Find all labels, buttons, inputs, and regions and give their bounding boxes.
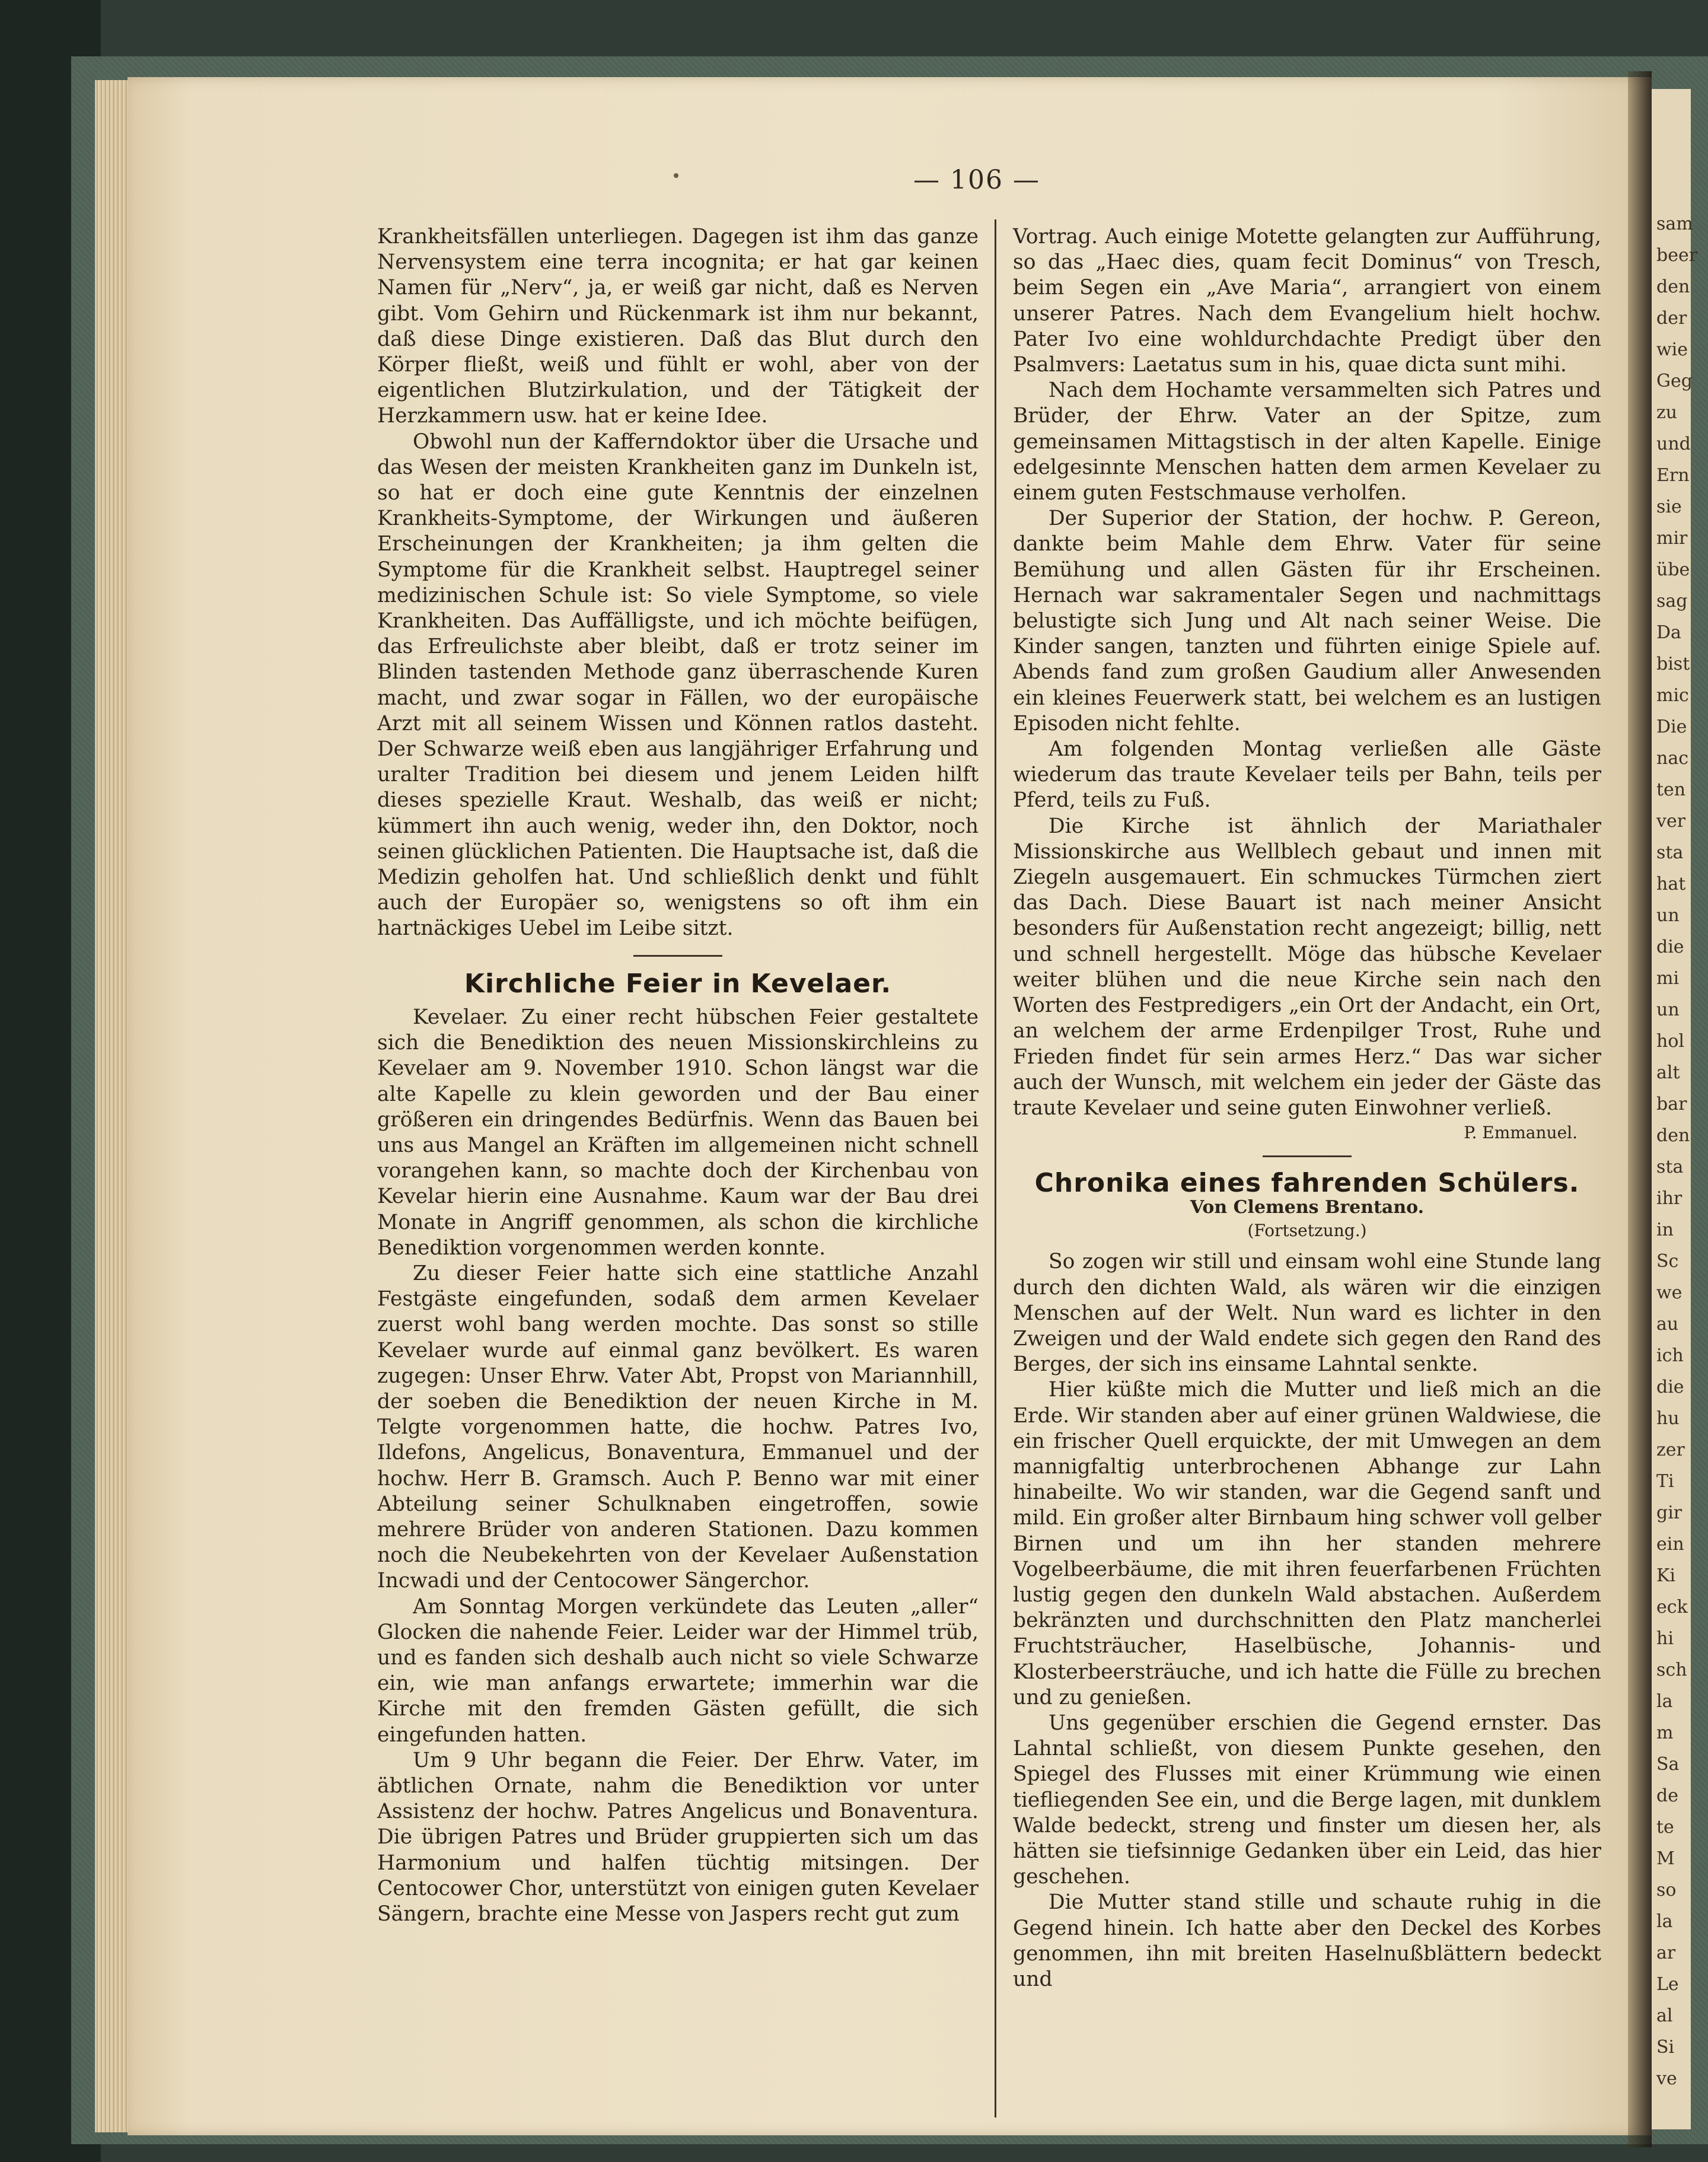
next-page-fragment: ten (1656, 779, 1686, 800)
next-page-fragment: wie (1656, 339, 1688, 360)
next-page-fragment: Si (1656, 2037, 1675, 2058)
next-page-fragment: al (1656, 2005, 1673, 2026)
next-page-fragment: Sc (1656, 1251, 1679, 1272)
next-page-fragment: nac (1656, 748, 1689, 769)
article-title: Chronika eines fahrenden Schülers. (1034, 1168, 1580, 1199)
next-page-fragment: au (1656, 1314, 1679, 1335)
next-page-fragment: Ki (1656, 1565, 1676, 1586)
next-page-fragment: mic (1656, 685, 1689, 706)
next-page-fragment: sam (1656, 214, 1693, 234)
next-page-fragment: ein (1656, 1534, 1684, 1555)
next-page-fragment: in (1656, 1219, 1674, 1240)
page-edges (95, 80, 130, 2132)
next-page-fragment: Die (1656, 717, 1687, 737)
paragraph: Der Superior der Station, der hochw. P. Gereon, dankte beim Mahle dem Ehrw. Vater für seine Bemühung und allen Gästen für ihr Erscheinen. Hernach war sakramentaler Segen und nachmittags belustigte sich Jung und Alt nach seiner Weise. Die Kinder sangen, tanzten und führten einige Spiele auf. Abends fand zum großen Gaudium aller Anwesenden ein kleines Feuerwerk statt, bei welchem es an lustigen Episoden nicht fehlte. (1013, 507, 1601, 735)
next-page-fragment: ich (1656, 1345, 1684, 1366)
next-page-fragment: hu (1656, 1408, 1680, 1429)
next-page-fragment: Sa (1656, 1754, 1680, 1775)
next-page-fragment: sch (1656, 1660, 1687, 1680)
paragraph: Zu dieser Feier hatte sich eine stattliche Anzahl Festgäste eingefunden, sodaß dem armen Kevelaer zuerst wohl bang werden mochte. Das sonst so stille Kevelaer wurde auf einmal ganz bevölkert. Es waren zugegen: Unser Ehrw. Vater Abt, Propst von Mariannhill, der soeben die Benediktion der neuen Kirche in M. Telgte vorgenommen hatte, die hochw. Patres Ivo, Ildefons, Angelicus, Bonaventura, Emmanuel und der hochw. Herr B. Gramsch. Auch P. Benno war mit einer Abteilung seiner Schulknaben eingetroffen, sowie mehrere Brüder von anderen Stationen. Dazu kommen noch die Neubekehrten von der Kevelaer Außenstation Incwadi und der Centocower Sängerchor. (377, 1261, 979, 1593)
next-page-fragment: Ern (1656, 465, 1690, 486)
next-page-fragment: ihr (1656, 1188, 1682, 1209)
next-page-fragment: hi (1656, 1628, 1674, 1649)
next-page-fragment: M (1656, 1848, 1675, 1869)
next-page-fragment: den (1656, 276, 1690, 297)
article-title: Kirchliche Feier in Kevelaer. (464, 968, 892, 999)
next-page-fragment: zer (1656, 1440, 1685, 1460)
next-page-fragment: ver (1656, 811, 1686, 832)
byline: Von Clemens Brentano. (1190, 1197, 1425, 1218)
next-page-fragment: un (1656, 905, 1680, 926)
next-page-fragment: un (1656, 999, 1680, 1020)
next-page-fragment: übe (1656, 559, 1690, 580)
paragraph: Kevelaer. Zu einer recht hübschen Feier gestaltete sich die Benediktion des neuen Missionskirchleins zu Kevelaer am 9. November 1910. Schon längst war die alte Kapelle zu klein geworden und der Bau einer größeren ein dringendes Bedürfnis. Wenn das Bauen bei uns aus Mangel an Kräften im allgemeinen nicht schnell vorangehen kann, so machte doch der Kirchenbau von Kevelar hierin eine Ausnahme. Kaum war der Bau drei Monate in Angriff genommen, als schon die kirchliche Benediktion vorgenommen werden konnte. (377, 1005, 979, 1260)
next-page-fragment: zu (1656, 402, 1678, 423)
next-page-fragment: sta (1656, 842, 1684, 863)
paragraph: Obwohl nun der Kafferndoktor über die Ursache und das Wesen der meisten Krankheiten ganz im Dunkeln ist, so hat er doch eine gute Kenntnis der einzelnen Krankheits-Symptome, der Wirkungen und äußeren Erscheinungen der Krankheiten; ja ihm gelten die Symptome für die Krankheit selbst. Hauptregel seiner medizinischen Schule ist: So viele Symptome, so viele Krankheiten. Das Auffälligste, und ich möchte beifügen, das Erfreulichste aber bleibt, daß er trotz seiner im Blinden tastenden Methode ganz überraschende Kuren macht, und zwar sogar in Fällen, wo der europäische Arzt mit all seinem Wissen und Können ratlos dasteht. Der Schwarze weiß eben aus langjähriger Erfahrung und uralter Tradition bei diesem und jenem Leiden hilft dieses spezielle Kraut. Weshalb, das weiß er nicht; kümmert ihn auch wenig, weder ihn, den Doktor, noch seinen glücklichen Patienten. Die Hauptsache ist, daß die Medizin geholfen hat. Und schließlich denkt und fühlt auch der Europäer so, wenigstens so oft ihm ein hartnäckiges Uebel im Leibe sitzt. (377, 429, 979, 941)
signature: P. Emmanuel. (1464, 1123, 1578, 1143)
next-page-fragment: bist (1656, 654, 1690, 674)
paragraph: Nach dem Hochamte versammelten sich Patres und Brüder, der Ehrw. Vater an der Spitze, zum gemeinsamen Mittagstisch in der alten Kapelle. Einige edelgesinnte Menschen hatten dem armen Kevelaer zu einem guten Festschmause verholfen. (1013, 378, 1601, 505)
next-page-fragment: Geg (1656, 371, 1693, 391)
next-page-fragment: eck (1656, 1597, 1688, 1617)
next-page-fragment: alt (1656, 1062, 1680, 1083)
next-page-fragment: we (1656, 1282, 1682, 1303)
book-gutter (1628, 71, 1652, 2147)
next-page-fragment: den (1656, 1125, 1690, 1146)
next-page-fragment: hol (1656, 1031, 1684, 1052)
left-column (377, 224, 979, 1927)
next-page-fragment: der (1656, 308, 1687, 329)
paragraph: Um 9 Uhr begann die Feier. Der Ehrw. Vater, im äbtlichen Ornate, nahm die Benediktion vor unter Assistenz der hochw. Patres Angelicus und Bonaventura. Die übrigen Patres und Brüder gruppierten sich um das Harmonium und halfen tüchtig mitsingen. Der Centocower Chor, unterstützt von einigen guten Kevelaer Sängern, brachte eine Messe von Jaspers recht gut zum (377, 1748, 979, 1926)
next-page-fragment: Da (1656, 622, 1681, 643)
next-page-fragment: sie (1656, 496, 1682, 517)
next-page-fragment: sag (1656, 591, 1688, 612)
next-page-fragment: m (1656, 1722, 1674, 1743)
page-number: — 106 — (913, 165, 1040, 195)
next-page-fragment: ar (1656, 1943, 1676, 1963)
continuation-note: (Fortsetzung.) (1247, 1221, 1367, 1241)
ink-dot (674, 173, 678, 178)
next-page-edge (1652, 89, 1698, 2129)
next-page-fragment: te (1656, 1817, 1674, 1838)
section-rule (633, 955, 722, 957)
next-page-fragment: de (1656, 1785, 1678, 1806)
paragraph: Die Mutter stand stille und schaute ruhig in die Gegend hinein. Ich hatte aber den Deckel des Korbes genommen, ihn mit breiten Haselnußblättern bedeckt und (1013, 1890, 1601, 1991)
paragraph: So zogen wir still und einsam wohl eine Stunde lang durch den dichten Wald, als wären wir die einzigen Menschen auf der Welt. Nun ward es lichter in den Zweigen und der Wald endete sich gegen den Rand des Berges, der sich ins einsame Lahntal senkte. (1013, 1250, 1601, 1377)
column-divider (995, 219, 996, 2118)
paragraph: Krankheitsfällen unterliegen. Dagegen ist ihm das ganze Nervensystem eine terra incognita; er hat gar keinen Namen für „Nerv“, ja, er weiß gar nicht, daß es Nerven gibt. Vom Gehirn und Rückenmark ist ihm nur bekannt, daß diese Dinge existieren. Daß das Blut durch den Körper fließt, weiß und fühlt er wohl, aber von der eigentlichen Blutzirkulation, und der Tätigkeit der Herzkammern usw. hat er keine Idee. (377, 225, 979, 428)
next-page-fragment: Ti (1656, 1471, 1674, 1492)
paragraph: Am Sonntag Morgen verkündete das Leuten „aller“ Glocken die nahende Feier. Leider war der Himmel trüb, und es fanden sich deshalb auch nicht so viele Schwarze ein, wie man anfangs erwartete; immerhin war die Kirche mit den fremden Gästen gefüllt, die sich eingefunden hatten. (377, 1594, 979, 1747)
next-page-fragment: die (1656, 937, 1684, 957)
paragraph: Uns gegenüber erschien die Gegend ernster. Das Lahntal schließt, von diesem Punkte gesehen, den Spiegel des Flusses mit einer Krümmung wie einen tiefliegenden See ein, und die Berge lagen, mit dunklem Walde bedeckt, streng und finster um diesen her, als hätten sie tiefsinnige Gedanken über ein Leid, das hier geschehen. (1013, 1711, 1601, 1889)
next-page-fragment: beer (1656, 245, 1698, 266)
next-page-fragment: mir (1656, 528, 1688, 549)
next-page-fragment: la (1656, 1911, 1673, 1932)
next-page-fragment: gir (1656, 1502, 1682, 1523)
next-page-fragment: so (1656, 1880, 1677, 1900)
next-page-fragment: ve (1656, 2068, 1677, 2089)
next-page-fragment: die (1656, 1377, 1684, 1397)
section-rule (1263, 1155, 1352, 1157)
paragraph: Die Kirche ist ähnlich der Mariathaler Missionskirche aus Wellblech gebaut und innen mit Ziegeln ausgemauert. Ein schmuckes Türmchen ziert das Dach. Diese Bauart ist nach meiner Ansicht besonders für Außenstation recht angezeigt; billig, nett und schnell hergestellt. Möge das hübsche Kevelaer weiter blühen und die neue Kirche sein nach den Worten des Festpredigers „ein Ort der Andacht, ein Ort, an welchem der arme Erdenpilger Trost, Ruhe und Frieden findet für sein armes Herz.“ Das war sicher auch der Wunsch, mit welchem ein jeder der Gäste das traute Kevelaer und seine guten Einwohner verließ. (1013, 814, 1601, 1120)
next-page-fragment: und (1656, 434, 1691, 454)
next-page-fragment: mi (1656, 968, 1680, 989)
next-page-fragment: hat (1656, 874, 1686, 894)
right-column (1013, 224, 1601, 1992)
next-page-fragment: sta (1656, 1157, 1684, 1177)
paragraph: Hier küßte mich die Mutter und ließ mich an die Erde. Wir standen aber auf einer grünen Waldwiese, die ein frischer Quell erquickte, der mit Umwegen an dem mannigfaltig unterbrochenen Abhange zur Lahn hinabeilte. Wo wir standen, war die Gegend sanft und mild. Ein großer alter Birnbaum hing schwer voll gelber Birnen und um ihn her standen mehrere Vogelbeerbäume, die mit ihren feuerfarbenen Früchten lustig gegen den dunkeln Wald abstachen. Außerdem bekränzten und durchschnitten den Platz mancherlei Fruchtsträucher, Haselbüsche, Johannis- und Klosterbeersträuche, und ich hatte die Fülle zu brechen und zu genießen. (1013, 1378, 1601, 1709)
next-page-fragment: Le (1656, 1974, 1679, 1995)
paragraph: Am folgenden Montag verließen alle Gäste wiederum das traute Kevelaer teils per Bahn, teils per Pferd, teils zu Fuß. (1013, 737, 1601, 813)
paragraph: Vortrag. Auch einige Motette gelangten zur Aufführung, so das „Haec dies, quam fecit Dominus“ von Tresch, beim Segen ein „Ave Maria“, arrangiert von einem unserer Patres. Nach dem Evangelium hielt hochw. Pater Ivo eine wohldurchdachte Predigt über den Psalmvers: Laetatus sum in his, quae dicta sunt mihi. (1013, 225, 1601, 377)
next-page-fragment: la (1656, 1691, 1673, 1712)
next-page-fragment: bar (1656, 1094, 1687, 1115)
